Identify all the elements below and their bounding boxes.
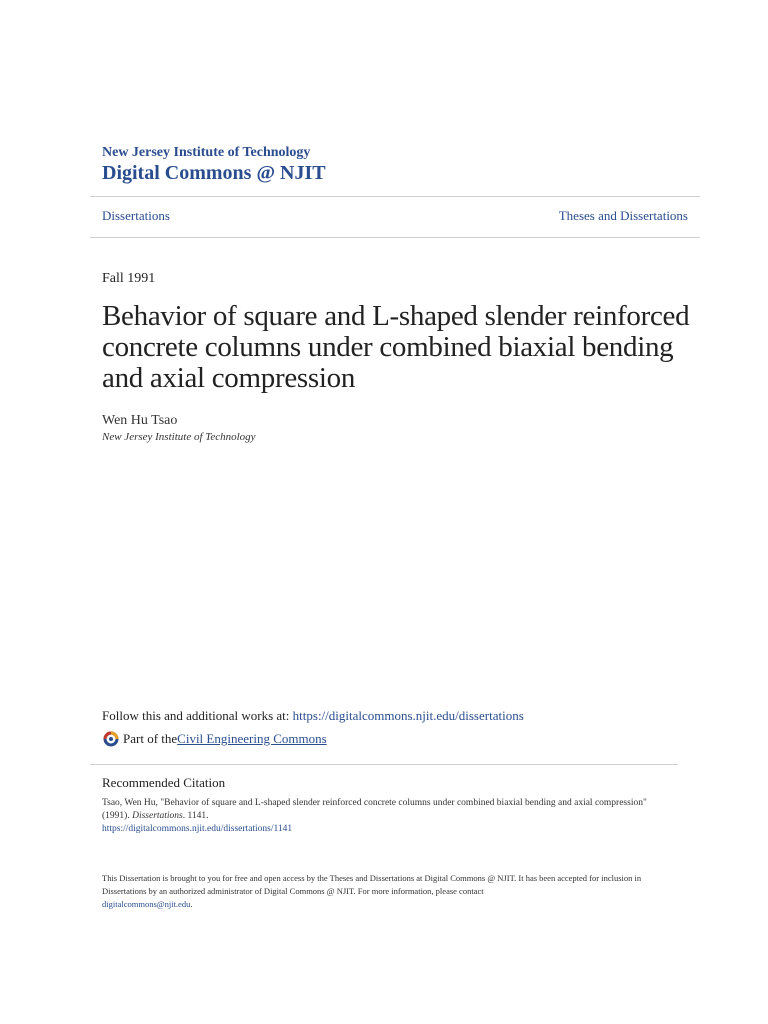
- citation-series: Dissertations: [132, 811, 183, 821]
- part-of-prefix: Part of the: [123, 731, 178, 746]
- follow-line: [102, 708, 524, 724]
- institution-name[interactable]: New Jersey Institute of Technology: [102, 145, 311, 160]
- citation-text-a: Tsao, Wen Hu, "Behavior of square and L-shaped slender reinforced concrete columns under combined biaxial bending and axial compression" (1991).: [102, 798, 647, 821]
- header-divider-top: [90, 196, 700, 197]
- dissertations-url-link[interactable]: https://digitalcommons.njit.edu/dissertations: [292, 708, 524, 723]
- header-divider-bottom: [90, 237, 700, 238]
- access-statement-text: This Dissertation is brought to you for free and open access by the Theses and Dissertations at Digital Commons @ NJIT. It has been accepted for inclusion in Dissertations by an authorized administrator of Digital Commons @ NJIT. For more information, please contact: [102, 873, 642, 896]
- citation-text-b: . 1141.: [182, 811, 209, 821]
- author-affiliation: New Jersey Institute of Technology: [102, 431, 256, 443]
- follow-prefix: Follow this and additional works at:: [102, 708, 293, 723]
- publication-date: Fall 1991: [102, 271, 156, 286]
- contact-email-suffix: .: [190, 899, 193, 909]
- paper-title: Behavior of square and L-shaped slender reinforced concrete columns under combined biaxial bending and axial compression: [102, 300, 690, 394]
- civil-engineering-commons-link[interactable]: Civil Engineering Commons: [177, 731, 327, 746]
- part-of-line: [102, 730, 327, 748]
- open-access-commons-icon[interactable]: [102, 730, 120, 748]
- citation-url-link[interactable]: https://digitalcommons.njit.edu/dissertations/1141: [102, 824, 293, 834]
- access-statement: [102, 872, 662, 911]
- recommended-citation-heading: Recommended Citation: [102, 775, 226, 790]
- contact-email-link[interactable]: digitalcommons@njit.edu: [102, 899, 191, 909]
- repository-name[interactable]: Digital Commons @ NJIT: [102, 162, 326, 184]
- nav-theses-dissertations-link[interactable]: Theses and Dissertations: [558, 208, 688, 223]
- author-name: Wen Hu Tsao: [102, 413, 178, 428]
- citation-block: [102, 797, 662, 836]
- citation-divider: [90, 764, 678, 765]
- nav-dissertations-link[interactable]: Dissertations: [102, 208, 170, 223]
